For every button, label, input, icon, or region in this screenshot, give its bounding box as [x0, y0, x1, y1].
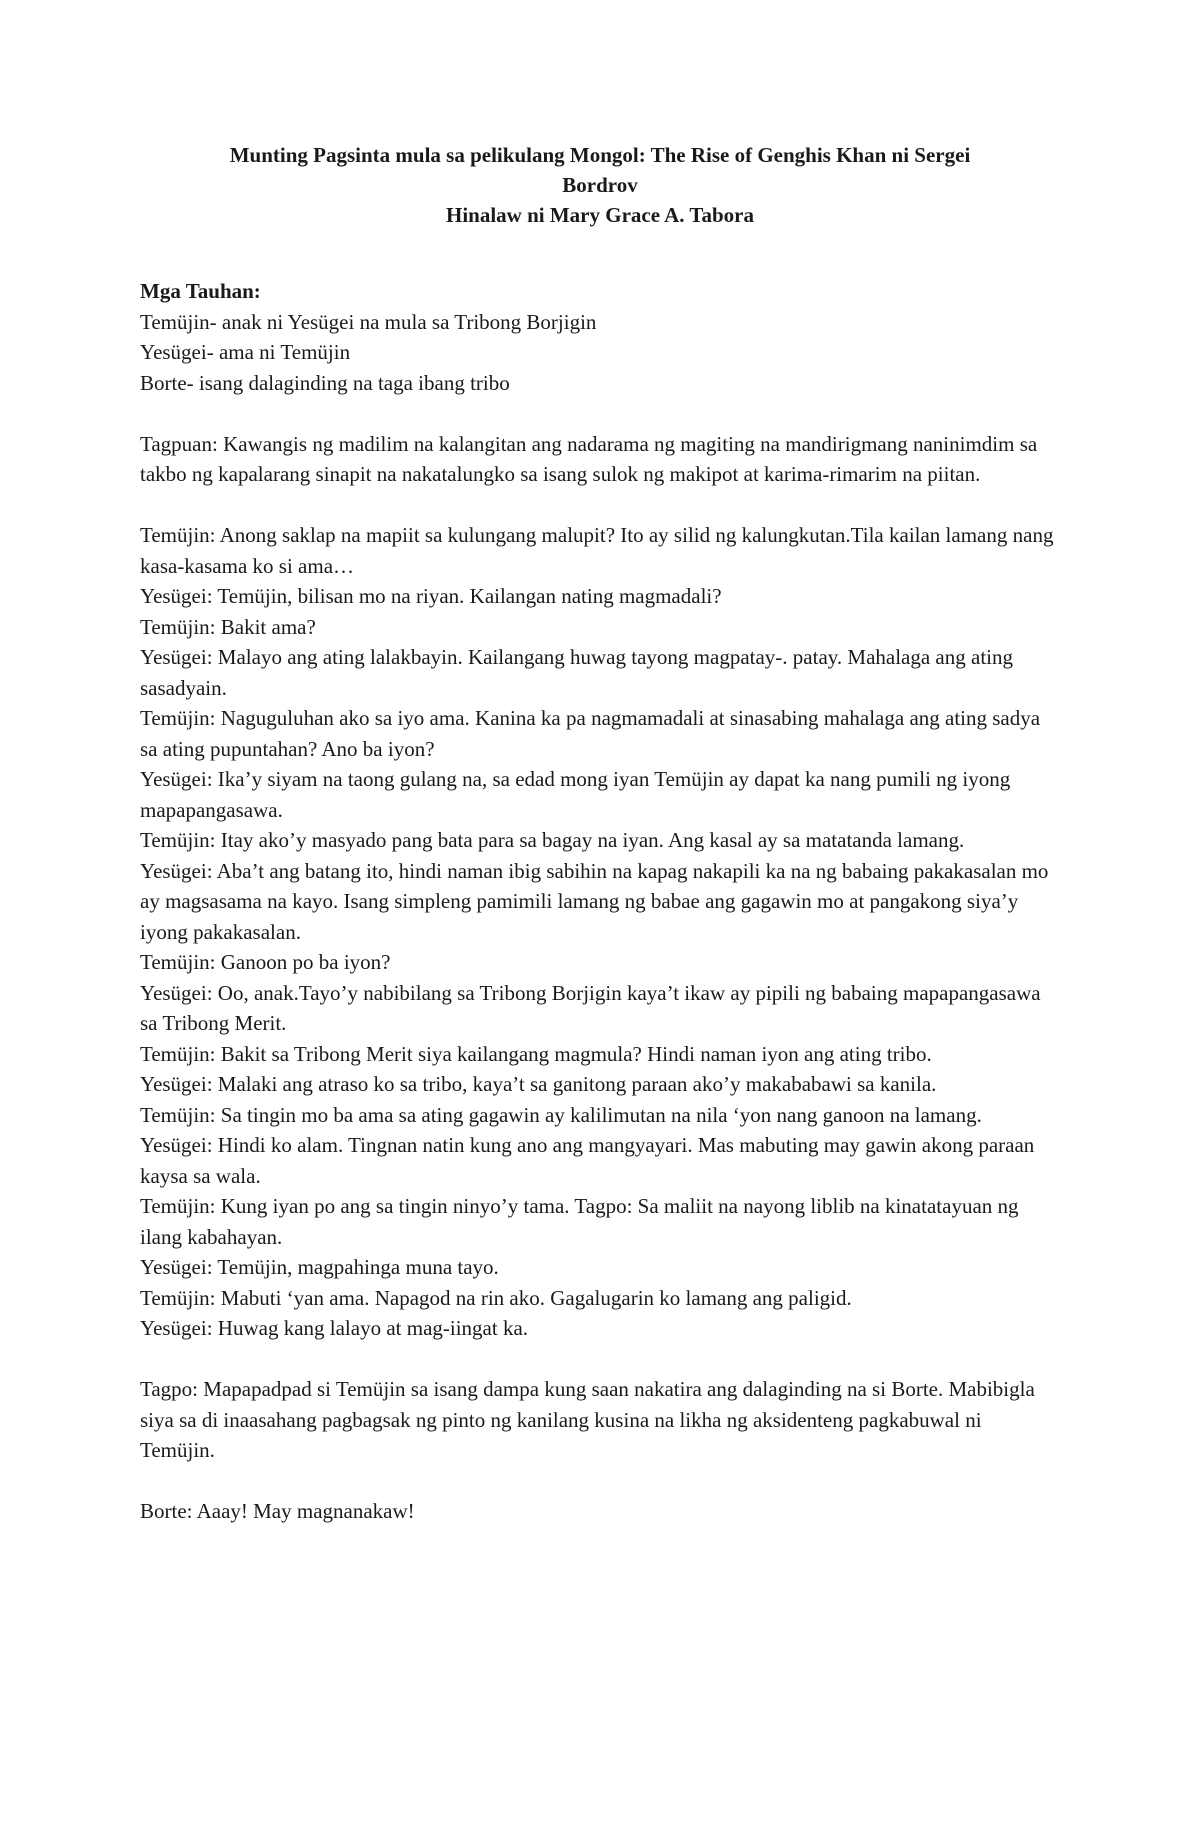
title-line-1: Munting Pagsinta mula sa pelikulang Mongol: The Rise of Genghis Khan ni Sergei	[229, 143, 971, 167]
closing-line: Borte: Aaay! May magnanakaw!	[140, 1499, 415, 1523]
dialogue-line: Temüjin: Ganoon po ba iyon?	[140, 950, 391, 974]
dialogue-line: Yesügei: Hindi ko alam. Tingnan natin kung ano ang mangyayari. Mas mabuting may gawin akong paraan kaysa sa wala.	[140, 1133, 1035, 1188]
dialogue-line: Temüjin: Bakit ama?	[140, 614, 316, 639]
title-line-3: Hinalaw ni Mary Grace A. Tabora	[445, 203, 754, 227]
document-page	[140, 140, 1060, 1557]
dialogue-line: Temüjin: Itay ako’y masyado pang bata para sa bagay na iyan. Ang kasal ay sa matatanda lamang.	[140, 828, 965, 852]
title-line-2: Bordrov	[562, 173, 638, 197]
dialogue-line: Yesügei: Malaki ang atraso ko sa tribo, kaya’t sa ganitong paraan ako’y makababawi sa kanila.	[140, 1072, 937, 1096]
scene-section	[140, 1374, 1060, 1466]
dialogue-line: Yesügei: Temüjin, magpahinga muna tayo.	[140, 1255, 499, 1279]
character-entry: Yesügei- ama ni Temüjin	[140, 340, 351, 364]
dialogue-line: Temüjin: Naguguluhan ako sa iyo ama. Kanina ka pa nagmamadali at sinasabing mahalaga ang ating sadya sa ating pupuntahan? Ano ba iyon?	[140, 706, 1041, 761]
document-title	[140, 140, 1060, 230]
dialogue-line: Temüjin: Sa tingin mo ba ama sa ating gagawin ay kalilimutan na nila ‘yon nang ganoon na lamang.	[140, 1102, 982, 1127]
characters-heading: Mga Tauhan:	[140, 279, 261, 303]
dialogue-line: Yesügei: Temüjin, bilisan mo na riyan. Kailangan nating magmadali?	[140, 584, 722, 608]
dialogue-line: Temüjin: Mabuti ‘yan ama. Napagod na rin ako. Gagalugarin ko lamang ang paligid.	[140, 1285, 852, 1310]
dialogue-line: Yesügei: Aba’t ang batang ito, hindi naman ibig sabihin na kapag nakapili ka na ng babaing pakakasalan mo ay magsasama na kayo. Isang simpleng pamimili lamang ng babae ang gagawin mo at pangakong siya’y iyong pakakasalan.	[140, 858, 1049, 944]
dialogue-line: Temüjin: Bakit sa Tribong Merit siya kailangang magmula? Hindi naman iyon ang ating tribo.	[140, 1041, 932, 1066]
dialogue-line: Temüjin: Kung iyan po ang sa tingin ninyo’y tama. Tagpo: Sa maliit na nayong liblib na kinatatayuan ng ilang kabahayan.	[140, 1194, 1019, 1249]
dialogue-line: Temüjin: Anong saklap na mapiit sa kulungang malupit? Ito ay silid ng kalungkutan.Tila kailan lamang nang kasa-kasama ko si ama…	[140, 523, 1054, 578]
character-entry: Temüjin- anak ni Yesügei na mula sa Tribong Borjigin	[140, 309, 597, 334]
scene-paragraph: Tagpo: Mapapadpad si Temüjin sa isang dampa kung saan nakatira ang dalaginding na si Borte. Mabibigla siya sa di inaasahang pagbagsak ng pinto ng kanilang kusina na likha ng aksidenteng pagkabuwal ni Temüjin.	[140, 1377, 1035, 1462]
setting-section	[140, 429, 1060, 490]
characters-section	[140, 276, 1060, 398]
character-entry: Borte- isang dalaginding na taga ibang tribo	[140, 370, 510, 395]
closing-section	[140, 1496, 1060, 1527]
dialogue-line: Yesügei: Huwag kang lalayo at mag-iingat ka.	[140, 1316, 529, 1340]
dialogue-line: Yesügei: Malayo ang ating lalakbayin. Kailangang huwag tayong magpatay-. patay. Mahalaga ang ating sasadyain.	[140, 645, 1013, 700]
dialogue-line: Yesügei: Oo, anak.Tayo’y nabibilang sa Tribong Borjigin kaya’t ikaw ay pipili ng babaing mapapangasawa sa Tribong Merit.	[140, 980, 1041, 1035]
setting-paragraph: Tagpuan: Kawangis ng madilim na kalangitan ang nadarama ng magiting na mandirigmang naninimdim sa takbo ng kapalarang sinapit na nakatalungko sa isang sulok ng makipot at karima-rimarim na piitan.	[140, 431, 1038, 486]
dialogue-line: Yesügei: Ika’y siyam na taong gulang na, sa edad mong iyan Temüjin ay dapat ka nang pumili ng iyong mapapangasawa.	[140, 767, 1011, 822]
dialogue-section	[140, 520, 1060, 1344]
